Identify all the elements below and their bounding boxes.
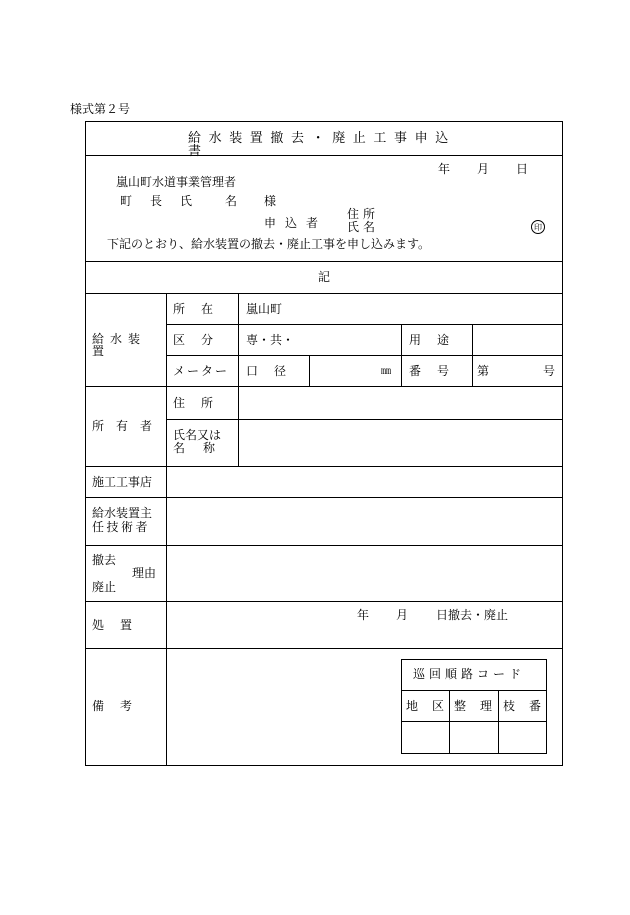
- owner-label: 所有者: [92, 419, 165, 433]
- divider: [85, 261, 563, 262]
- form-number: 様式第２号: [70, 102, 131, 116]
- arrangement-label: 整 理: [454, 699, 494, 713]
- divider: [166, 355, 563, 356]
- divider: [238, 293, 239, 466]
- seal-mark: [531, 220, 545, 234]
- divider: [85, 386, 563, 387]
- usage-label: 用 途: [409, 333, 452, 347]
- date-month: 月: [477, 162, 490, 176]
- applicant-label: 申込者: [264, 216, 328, 230]
- number-suffix: 号: [543, 364, 556, 378]
- disposal-month: 月: [396, 608, 409, 622]
- divider: [85, 497, 563, 498]
- divider: [166, 419, 563, 420]
- divider: [85, 466, 563, 467]
- divider: [85, 601, 563, 602]
- water-device-label: [92, 333, 158, 357]
- disposal-text: 日撤去・廃止: [436, 608, 509, 622]
- owner-name-label-1: 氏名又は: [173, 428, 222, 442]
- divider: [449, 690, 450, 754]
- divider: [472, 324, 473, 386]
- applicant-name-label: 氏名: [347, 220, 380, 234]
- addressee-office: 嵐山町水道事業管理者: [116, 175, 237, 189]
- branch-label: 枝 番: [503, 699, 543, 713]
- owner-address-label: 住 所: [173, 396, 216, 410]
- district-label: 地 区: [406, 699, 446, 713]
- abolition-label: 廃止: [92, 580, 117, 594]
- ki-text: 記: [318, 270, 331, 284]
- contractor-label: 施工工事店: [92, 475, 153, 489]
- bore-label: 口 径: [246, 364, 289, 378]
- removal-label: 撤去: [92, 553, 117, 567]
- reason-label: 理由: [132, 566, 157, 580]
- category-value: 専・共・: [246, 333, 295, 347]
- mm-unit: ㎜: [381, 366, 391, 377]
- meter-label: メーター: [173, 364, 230, 378]
- category-label: 区 分: [173, 333, 216, 347]
- divider: [85, 545, 563, 546]
- engineer-label-2: 任技術者: [92, 520, 151, 534]
- date-day: 日: [516, 162, 529, 176]
- divider: [401, 690, 547, 691]
- divider: [85, 648, 563, 649]
- divider: [85, 293, 563, 294]
- intro-text: 下記のとおり、給水装置の撤去・廃止工事を申し込みます。: [107, 237, 431, 251]
- form-title: [188, 132, 460, 158]
- form-title-text: 給水装置撤去・廃止工事申込書: [188, 131, 456, 159]
- addressee-mayor: 町 長 氏 名: [120, 194, 241, 208]
- number-label: 番 号: [409, 364, 452, 378]
- location-value: 嵐山町: [246, 302, 283, 316]
- divider: [166, 324, 563, 325]
- date-year: 年: [438, 162, 451, 176]
- remarks-label: 備 考: [92, 699, 135, 713]
- disposal-year: 年: [357, 608, 370, 622]
- divider: [166, 293, 167, 765]
- applicant-address-label: 住所: [347, 207, 380, 221]
- divider: [401, 721, 547, 722]
- location-label: 所 在: [173, 302, 216, 316]
- divider: [309, 355, 310, 386]
- engineer-label-1: 給水装置主: [92, 506, 153, 520]
- number-prefix: 第: [477, 364, 490, 378]
- divider: [498, 690, 499, 754]
- divider: [401, 324, 402, 386]
- seal-text: 印: [534, 222, 542, 232]
- disposal-label: 処 置: [92, 618, 135, 632]
- water-device-label-text: 給水装置: [92, 332, 147, 358]
- route-code-label: 巡回順路コード: [413, 667, 526, 681]
- owner-name-label-2: 名 称: [173, 441, 219, 455]
- addressee-honorific: 様: [264, 194, 277, 208]
